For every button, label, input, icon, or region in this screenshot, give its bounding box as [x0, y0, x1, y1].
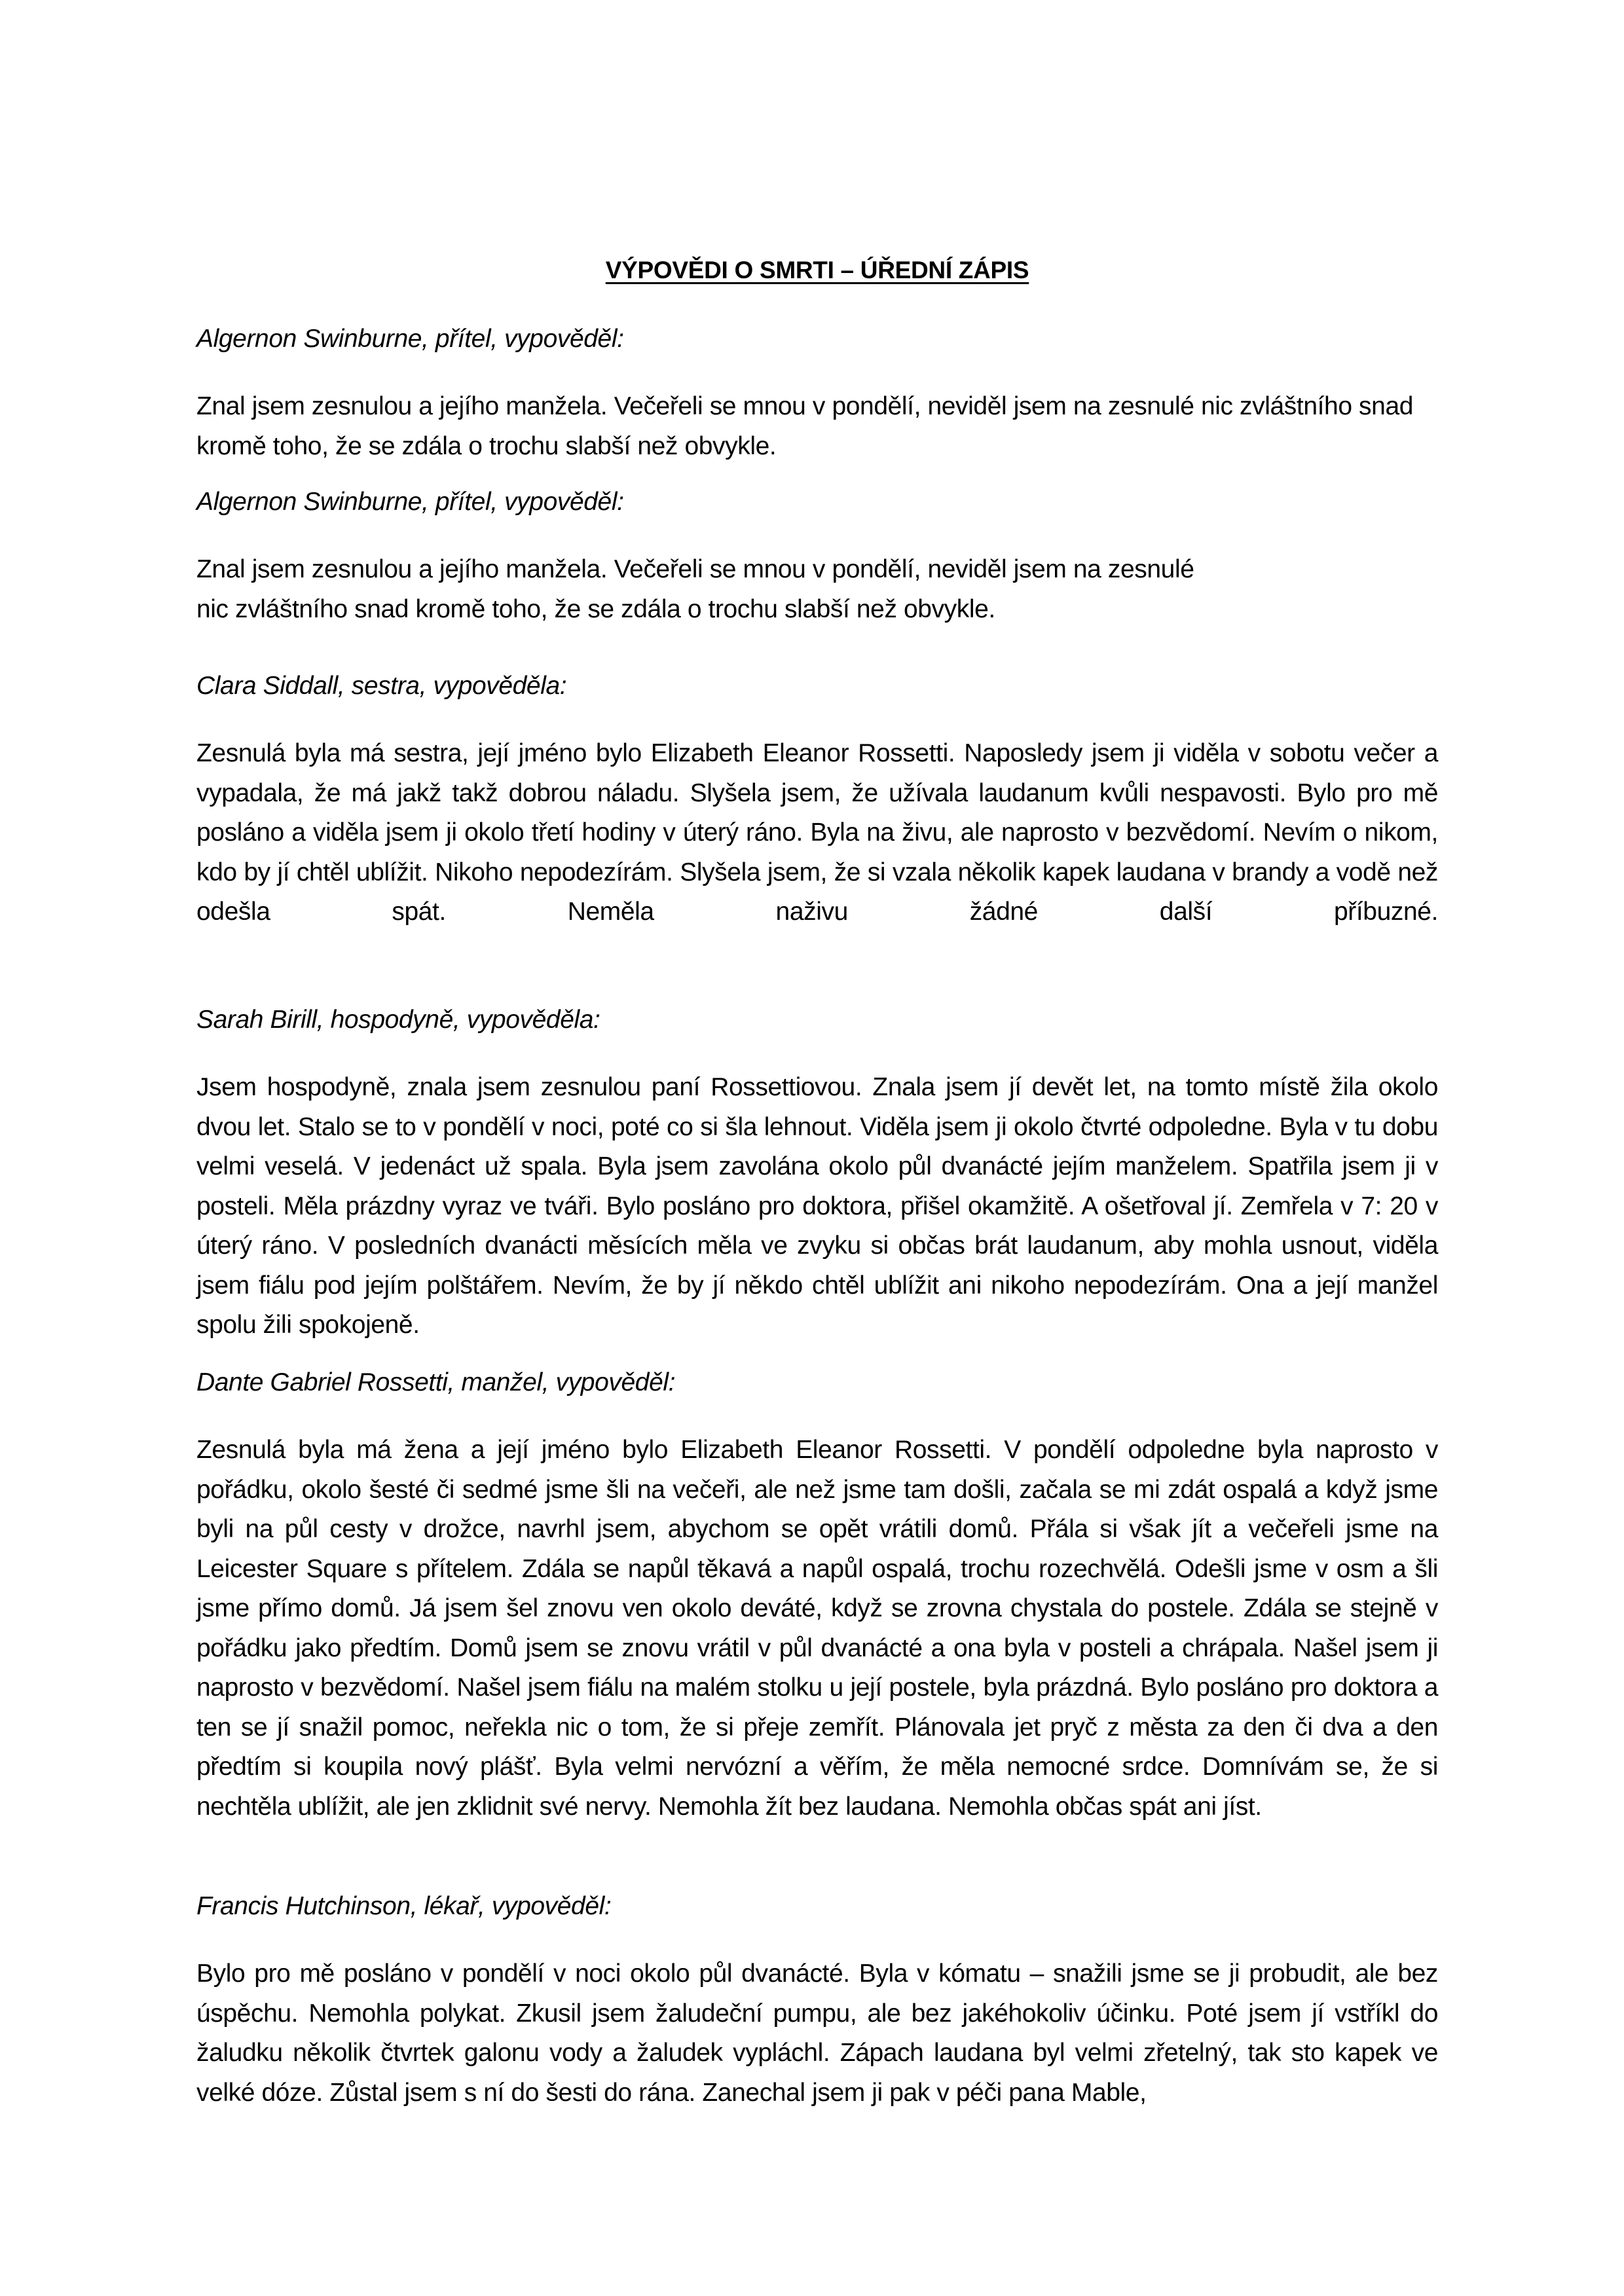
- speaker-label: Sarah Birill, hospodyně, vypověděla:: [196, 1006, 600, 1034]
- speaker-label: Clara Siddall, sestra, vypověděla:: [196, 672, 567, 700]
- document-title: [196, 257, 1438, 284]
- testimony-hutchinson: [196, 1887, 1438, 2113]
- speaker-label: Francis Hutchinson, lékař, vypověděl:: [196, 1892, 612, 1920]
- testimony-text: Zesnulá byla má sestra, její jméno bylo Elizabeth Eleanor Rossetti. Naposledy jsem ji viděla v sobotu večer a vypadala, že má jakž takž dobrou náladu. Slyšela jsem, že užívala laudanum kvůli nespavosti. Bylo pro mě posláno a viděla jsem ji okolo třetí hodiny v úterý ráno. Byla na živu, ale naprosto v bezvědomí. Nevím o nikom, kdo by jí chtěl ublížit. Nikoho nepodezírám. Slyšela jsem, že si vzala několik kapek laudana v brandy a vodě než odešla spát. Neměla naživu žádné další příbuzné.: [196, 739, 1438, 926]
- testimony-text: Jsem hospodyně, znala jsem zesnulou paní Rossettiovou. Znala jsem jí devět let, na tomto místě žila okolo dvou let. Stalo se to v pondělí v noci, poté co si šla lehnout. Viděla jsem ji okolo čtvrté odpoledne. Byla v tu dobu velmi veselá. V jedenáct už spala. Byla jsem zavolána okolo půl dvanácté jejím manželem. Spatřila jsem ji v posteli. Měla prázdny vyraz ve tváři. Bylo posláno pro doktora, přišel okamžitě. A ošetřoval jí. Zemřela v 7: 20 v úterý ráno. V posledních dvanácti měsících měla ve zvyku si občas brát laudanum, aby mohla usnout, viděla jsem fiálu pod jejím polštářem. Nevím, že by jí někdo chtěl ublížit ani nikoho nepodezírám. Ona a její manžel spolu žili spokojeně.: [196, 1073, 1438, 1339]
- speaker-label: Algernon Swinburne, přítel, vypověděl:: [196, 488, 624, 516]
- document-title-text: VÝPOVĚDI O SMRTI – ÚŘEDNÍ ZÁPIS: [605, 257, 1029, 283]
- testimony-rossetti: [196, 1363, 1438, 1827]
- testimony-text: Bylo pro mě posláno v pondělí v noci okolo půl dvanácté. Byla v kómatu – snažili jsme se ji probudit, ale bez úspěchu. Nemohla polykat. Zkusil jsem žaludeční pumpu, ale bez jakéhokoliv účinku. Poté jsem jí vstříkl do žaludku několik čtvrtek galonu vody a žaludek vypláchl. Zápach laudana byl velmi zřetelný, tak sto kapek ve velké dóze. Zůstal jsem s ní do šesti do rána. Zanechal jsem ji pak v péči pana Mable,: [196, 1959, 1438, 2107]
- testimony-siddall: [196, 666, 1438, 932]
- testimony-text: Zesnulá byla má žena a její jméno bylo Elizabeth Eleanor Rossetti. V pondělí odpoledne byla naprosto v pořádku, okolo šesté či sedmé jsme šli na večeři, ale než jsme tam došli, začala se mi zdát ospalá a když jsme byli na půl cesty v drožce, navrhl jsem, abychom se opět vrátili domů. Přála si však jít a večeřeli jsme na Leicester Square s přítelem. Zdála se napůl těkavá a napůl ospalá, trochu rozechvělá. Odešli jsme v osm a šli jsme přímo domů. Já jsem šel znovu ven okolo deváté, když se zrovna chystala do postele. Zdála se stejně v pořádku jako předtím. Domů jsem se znovu vrátil v půl dvanácté a ona byla v posteli a chrápala. Našel jsem ji naprosto v bezvědomí. Našel jsem fiálu na malém stolku u její postele, byla prázdná. Bylo posláno pro doktora a ten se jí snažil pomoc, neřekla nic o tom, že si přeje zemřít. Plánovala jet pryč z města za den či dva a den předtím si koupila nový plášť. Byla velmi nervózní a věřím, že měla nemocné srdce. Domnívám se, že si nechtěla ublížit, ale jen zklidnit své nervy. Nemohla žít bez laudana. Nemohla občas spát ani jíst.: [196, 1436, 1438, 1821]
- testimony-text: Znal jsem zesnulou a jejího manžela. Večeřeli se mnou v pondělí, neviděl jsem na zesnulé nic zvláštního snad kromě toho, že se zdála o trochu slabší než obvykle.: [196, 555, 1194, 623]
- testimony-swinburne-2: [196, 483, 1438, 629]
- speaker-label: Dante Gabriel Rossetti, manžel, vypověděl:: [196, 1368, 676, 1396]
- testimony-text: Znal jsem zesnulou a jejího manžela. Večeřeli se mnou v pondělí, neviděl jsem na zesnulé nic zvláštního snad kromě toho, že se zdála o trochu slabší než obvykle.: [196, 392, 1414, 460]
- testimony-swinburne-1: [196, 319, 1438, 466]
- testimony-birill: [196, 1000, 1438, 1345]
- speaker-label: Algernon Swinburne, přítel, vypověděl:: [196, 325, 624, 353]
